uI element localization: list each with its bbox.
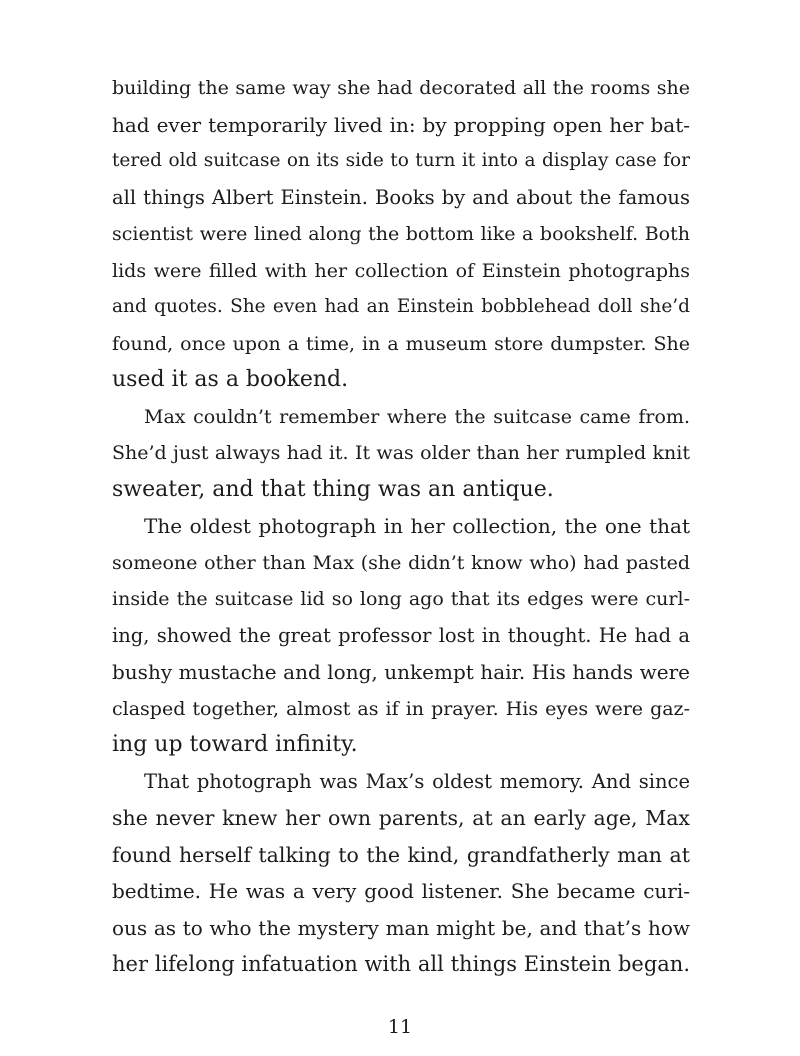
text-line: used it as a bookend.	[112, 367, 349, 392]
text-line: ing, showed the great professor lost in thought. He had a	[112, 623, 690, 647]
text-line: someone other than Max (she didn’t know who) had pasted	[112, 551, 690, 574]
text-line: ing up toward infinity.	[112, 732, 358, 757]
text-line: building the same way she had decorated all the rooms she	[112, 77, 690, 99]
text-line: lids were filled with her collection of Einstein photographs	[112, 259, 690, 282]
text-line: found herself talking to the kind, grandfatherly man at	[112, 842, 690, 867]
text-line: ous as to who the mystery man might be, and that’s how	[112, 915, 690, 940]
text-line: bedtime. He was a very good listener. She became curi-	[112, 879, 690, 903]
text-line: she never knew her own parents, at an early age, Max	[112, 806, 690, 830]
body-text	[112, 70, 690, 983]
text-line: found, once upon a time, in a museum store dumpster. She	[112, 332, 690, 355]
text-line: sweater, and that thing was an antique.	[112, 476, 554, 502]
text-line: Max couldn’t remember where the suitcase came from.	[144, 405, 690, 428]
text-line: and quotes. She even had an Einstein bobblehead doll she’d	[112, 296, 690, 317]
text-line: She’d just always had it. It was older than her rumpled knit	[112, 442, 690, 464]
text-line: all things Albert Einstein. Books by and about the famous	[112, 185, 690, 209]
text-line: clasped together, almost as if in prayer. His eyes were gaz-	[112, 697, 690, 720]
text-line: scientist were lined along the bottom like a bookshelf. Both	[112, 223, 690, 245]
page-number: 11	[387, 1016, 413, 1038]
text-line: That photograph was Max’s oldest memory. And since	[144, 769, 690, 793]
text-line: inside the suitcase lid so long ago that its edges were curl-	[112, 588, 690, 610]
text-line: her lifelong infatuation with all things Einstein began.	[112, 952, 690, 976]
text-line: tered old suitcase on its side to turn it into a display case for	[112, 150, 690, 171]
text-line: bushy mustache and long, unkempt hair. His hands were	[112, 660, 690, 684]
text-line: The oldest photograph in her collection, the one that	[144, 514, 690, 538]
text-line: had ever temporarily lived in: by propping open her bat-	[112, 112, 690, 137]
